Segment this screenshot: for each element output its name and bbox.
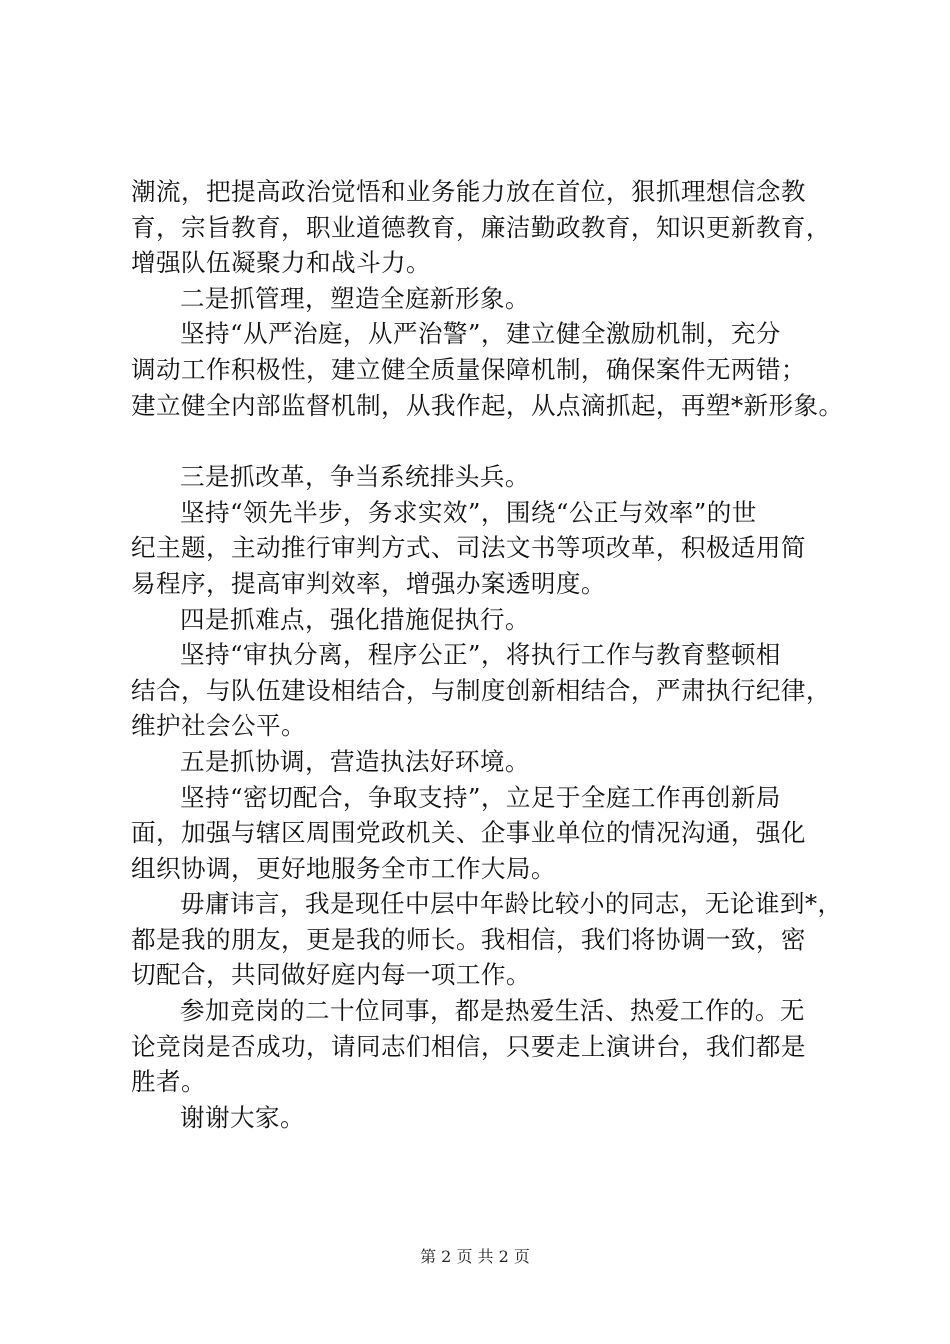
section-heading: 三是抓改革，争当系统排头兵。 (180, 462, 530, 492)
body-line: 建立健全内部监督机制，从我作起，从点滴抓起，再塑*新形象。 (131, 390, 844, 420)
body-line: 组织协调，更好地服务全市工作大局。 (131, 853, 556, 883)
body-line: 育，宗旨教育，职业道德教育，廉洁勤政教育，知识更新教育， (131, 212, 831, 242)
body-line: 潮流，把提高政治觉悟和业务能力放在首位，狠抓理想信念教 (131, 177, 806, 206)
body-line: 调动工作积极性，建立健全质量保障机制，确保案件无两错； (131, 354, 806, 384)
body-line: 毋庸讳言，我是现任中层中年龄比较小的同志，无论谁到*， (180, 889, 843, 919)
body-line: 都是我的朋友，更是我的师长。我相信，我们将协调一致，密 (131, 924, 806, 954)
body-line: 易程序，提高审判效率，增强办案透明度。 (131, 568, 606, 598)
section-heading: 二是抓管理，塑造全庭新形象。 (180, 283, 530, 313)
body-line: 胜者。 (131, 1067, 206, 1097)
document-body (131, 174, 851, 1135)
body-line: 坚持“审执分离，程序公正”，将执行工作与教育整顿相 (180, 640, 781, 670)
body-line: 论竞岗是否成功，请同志们相信，只要走上演讲台，我们都是 (131, 1031, 806, 1061)
body-line: 坚持“从严治庭，从严治警”，建立健全激励机制，充分 (180, 319, 781, 349)
body-line: 参加竞岗的二十位同事，都是热爱生活、热爱工作的。无 (180, 996, 805, 1026)
body-line: 坚持“领先半步，务求实效”，围绕“公正与效率”的世 (180, 497, 757, 527)
body-line: 增强队伍凝聚力和战斗力。 (131, 248, 431, 278)
body-line: 纪主题，主动推行审判方式、司法文书等项改革，积极适用简 (131, 533, 806, 563)
body-line: 切配合，共同做好庭内每一项工作。 (131, 960, 531, 990)
body-line: 结合，与队伍建设相结合，与制度创新相结合，严肃执行纪律， (131, 675, 831, 705)
body-line: 坚持“密切配合，争取支持”，立足于全庭工作再创新局 (180, 782, 781, 812)
section-heading: 五是抓协调，营造执法好环境。 (180, 746, 530, 776)
body-line: 维护社会公平。 (131, 711, 306, 741)
section-heading: 四是抓难点，强化措施促执行。 (180, 604, 530, 634)
body-line: 面，加强与辖区周围党政机关、企事业单位的情况沟通，强化 (131, 818, 806, 848)
page-number-footer: 第 2 页 共 2 页 (420, 1247, 530, 1266)
closing-line: 谢谢大家。 (180, 1102, 305, 1132)
